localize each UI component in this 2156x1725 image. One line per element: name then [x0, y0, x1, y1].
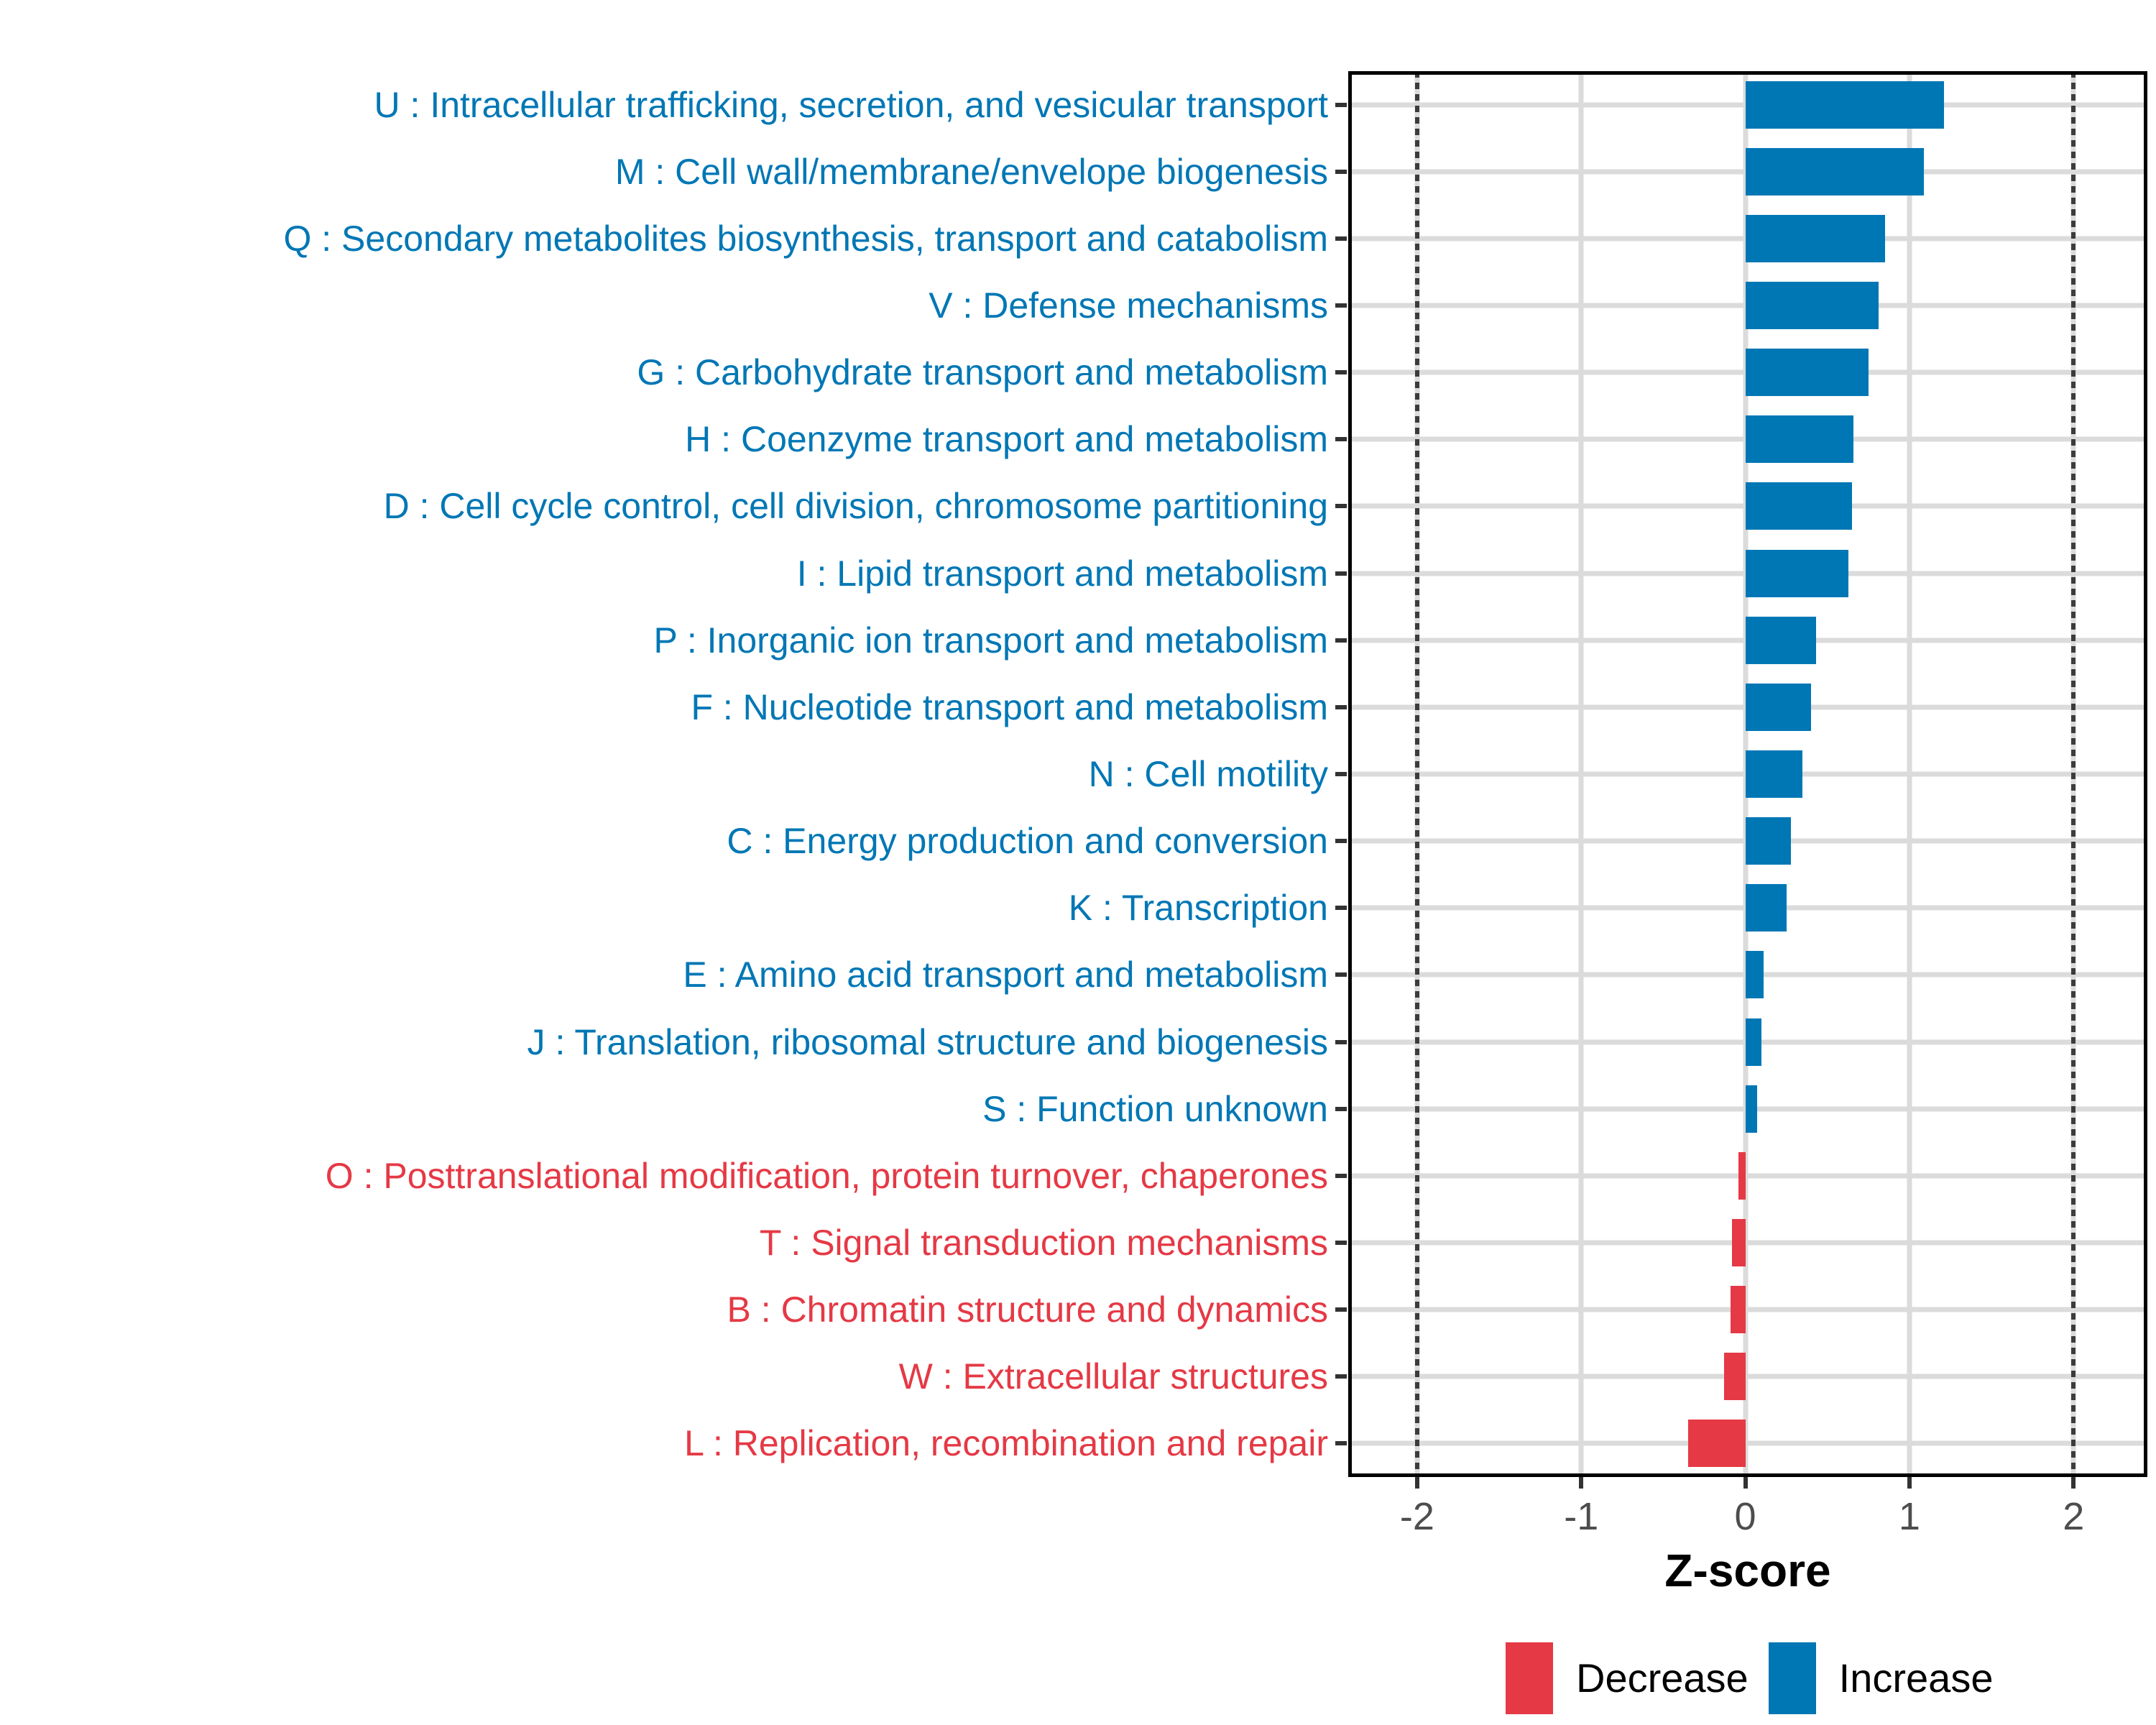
bar-T [1732, 1219, 1745, 1266]
bar-O [1738, 1152, 1745, 1200]
category-label-B: B : Chromatin structure and dynamics [727, 1289, 1328, 1330]
category-label-U: U : Intracellular trafficking, secretion, and vesicular transport [374, 84, 1328, 125]
h-gridline [1348, 1241, 2147, 1246]
y-tick-S [1335, 1107, 1347, 1111]
y-tick-H [1335, 437, 1347, 441]
bar-M [1746, 148, 1925, 196]
bar-V [1746, 282, 1879, 329]
bar-K [1746, 884, 1787, 932]
y-tick-Q [1335, 236, 1347, 241]
bar-N [1746, 750, 1803, 798]
y-tick-C [1335, 839, 1347, 843]
y-tick-F [1335, 705, 1347, 709]
category-label-M: M : Cell wall/membrane/envelope biogenesis [614, 151, 1328, 192]
category-label-N: N : Cell motility [1088, 754, 1328, 794]
category-label-O: O : Posttranslational modification, protein turnover, chaperones [325, 1155, 1328, 1196]
x-tick-label: -1 [1564, 1495, 1599, 1538]
bar-H [1746, 415, 1854, 463]
x-tick-label: 0 [1734, 1495, 1756, 1538]
legend-label-decrease: Decrease [1576, 1655, 1749, 1701]
x-tick [2071, 1477, 2076, 1489]
category-label-S: S : Function unknown [982, 1088, 1328, 1129]
h-gridline [1348, 1307, 2147, 1312]
category-label-W: W : Extracellular structures [898, 1356, 1328, 1397]
h-gridline [1348, 1374, 2147, 1379]
y-tick-E [1335, 972, 1347, 977]
x-tick [1415, 1477, 1419, 1489]
y-tick-K [1335, 906, 1347, 910]
bar-S [1746, 1085, 1757, 1133]
bar-P [1746, 617, 1816, 664]
y-tick-T [1335, 1241, 1347, 1245]
y-tick-L [1335, 1441, 1347, 1445]
y-tick-I [1335, 571, 1347, 576]
x-tick-label: 1 [1898, 1495, 1920, 1538]
threshold-line [1415, 71, 1419, 1477]
category-label-L: L : Replication, recombination and repair [684, 1423, 1328, 1464]
y-tick-U [1335, 103, 1347, 107]
bar-E [1746, 951, 1764, 998]
category-label-J: J : Translation, ribosomal structure and biogenesis [527, 1021, 1328, 1062]
threshold-line [2071, 71, 2076, 1477]
y-tick-G [1335, 370, 1347, 374]
y-tick-D [1335, 504, 1347, 508]
legend [1506, 1642, 2013, 1714]
bar-B [1731, 1286, 1746, 1333]
bar-W [1724, 1353, 1746, 1400]
bar-Q [1746, 215, 1885, 262]
y-tick-M [1335, 170, 1347, 174]
x-tick [1907, 1477, 1912, 1489]
y-tick-J [1335, 1040, 1347, 1044]
bar-J [1746, 1018, 1762, 1066]
y-tick-P [1335, 638, 1347, 643]
x-axis-title: Z-score [1664, 1545, 1831, 1596]
x-tick [1743, 1477, 1748, 1489]
category-label-F: F : Nucleotide transport and metabolism [691, 686, 1328, 727]
h-gridline [1348, 1173, 2147, 1178]
category-label-K: K : Transcription [1068, 888, 1328, 929]
category-label-I: I : Lipid transport and metabolism [796, 553, 1328, 594]
bar-C [1746, 817, 1792, 865]
y-tick-B [1335, 1307, 1347, 1312]
bar-G [1746, 349, 1869, 396]
category-label-Q: Q : Secondary metabolites biosynthesis, transport and catabolism [283, 218, 1328, 259]
category-label-H: H : Coenzyme transport and metabolism [685, 419, 1328, 460]
bar-I [1746, 550, 1849, 597]
y-tick-N [1335, 772, 1347, 776]
bar-U [1746, 81, 1944, 129]
bar-L [1688, 1420, 1746, 1467]
category-label-C: C : Energy production and conversion [727, 821, 1328, 862]
category-label-D: D : Cell cycle control, cell division, chromosome partitioning [383, 486, 1328, 527]
legend-key-increase [1769, 1642, 1816, 1714]
bar-F [1746, 684, 1811, 731]
category-label-G: G : Carbohydrate transport and metabolism [637, 352, 1328, 393]
y-tick-V [1335, 303, 1347, 308]
x-tick-label: -2 [1399, 1495, 1434, 1538]
bar-D [1746, 482, 1852, 530]
y-tick-W [1335, 1374, 1347, 1379]
x-tick [1579, 1477, 1583, 1489]
category-label-P: P : Inorganic ion transport and metabolism [653, 620, 1328, 661]
category-label-V: V : Defense mechanisms [929, 285, 1328, 326]
x-tick-label: 2 [2063, 1495, 2085, 1538]
legend-label-increase: Increase [1838, 1655, 1994, 1701]
legend-key-decrease [1506, 1642, 1553, 1714]
y-tick-O [1335, 1174, 1347, 1178]
h-gridline [1348, 1441, 2147, 1446]
category-label-E: E : Amino acid transport and metabolism [683, 954, 1328, 995]
category-label-T: T : Signal transduction mechanisms [759, 1223, 1328, 1263]
